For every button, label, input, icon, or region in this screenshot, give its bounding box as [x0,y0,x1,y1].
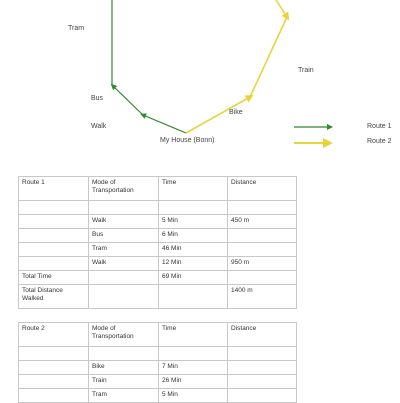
route1-segment-bus [113,86,143,115]
table-cell [89,271,159,285]
table-cell [228,347,297,361]
table-cell: 46 Min [159,243,228,257]
table-cell [19,243,89,257]
route1-segment-walk [143,115,186,133]
table-cell: Route 2 [19,323,89,347]
table-cell: Route 1 [19,177,89,201]
table-row [19,257,297,271]
table-cell: Mode of Transportation [89,177,159,201]
label-bike: Bike [229,109,243,116]
label-home: My House (Bonn) [160,137,215,144]
table-cell: 450 m [228,215,297,229]
table-cell: 12 Min [159,257,228,271]
table-cell: Distance [228,177,297,201]
table-row [19,375,297,389]
table-cell [159,201,228,215]
table-header-row [19,177,297,201]
table-cell: Total Time [19,271,89,285]
table-cell: Bike [89,361,159,375]
label-walk: Walk [91,123,107,130]
table-cell: Time [159,323,228,347]
legend-route2-label: Route 2 [367,138,392,145]
table-cell [19,215,89,229]
table-cell: Walk [89,257,159,271]
table-cell: Distance [228,323,297,347]
route2-table [18,322,297,403]
table-cell: 7 Min [159,361,228,375]
table-cell [19,257,89,271]
table-cell [228,201,297,215]
route-diagram [0,0,400,160]
route2-segment-tram [276,0,287,17]
label-train: Train [298,67,314,74]
table-cell: Total Distance Walked [19,285,89,309]
legend-route1-label: Route 1 [367,123,392,130]
table-row [19,285,297,309]
table-cell: 5 Min [159,389,228,403]
table-cell: 69 Min [159,271,228,285]
table-cell [228,243,297,257]
table-cell [159,285,228,309]
table-cell [89,347,159,361]
table-cell [228,361,297,375]
table-cell: Train [89,375,159,389]
table-cell: Walk [89,215,159,229]
table-row [19,389,297,403]
table-cell [228,375,297,389]
table-row [19,243,297,257]
table-cell: Mode of Transportation [89,323,159,347]
table-cell: 26 Min [159,375,228,389]
table-cell: 1400 m [228,285,297,309]
label-tram: Tram [68,25,85,32]
table-row [19,361,297,375]
table-cell [19,347,89,361]
table-cell: 6 Min [159,229,228,243]
table-cell [89,201,159,215]
table-cell [19,375,89,389]
table-cell: 5 Min [159,215,228,229]
table-cell: Time [159,177,228,201]
table-row [19,201,297,215]
table-cell: Tram [89,389,159,403]
table-cell: Bus [89,229,159,243]
table-cell [228,389,297,403]
table-cell [89,285,159,309]
route2-segment-train [250,17,287,97]
table-cell [19,361,89,375]
table-row [19,215,297,229]
table-cell [19,389,89,403]
table-header-row [19,323,297,347]
table-cell [228,271,297,285]
table-row [19,347,297,361]
table-row [19,271,297,285]
table-cell [19,229,89,243]
table-cell [159,347,228,361]
table-row [19,229,297,243]
table-cell: Tram [89,243,159,257]
table-cell: 950 m [228,257,297,271]
table-cell [19,201,89,215]
route1-table [18,176,297,309]
table-cell [228,229,297,243]
label-bus: Bus [91,95,104,102]
